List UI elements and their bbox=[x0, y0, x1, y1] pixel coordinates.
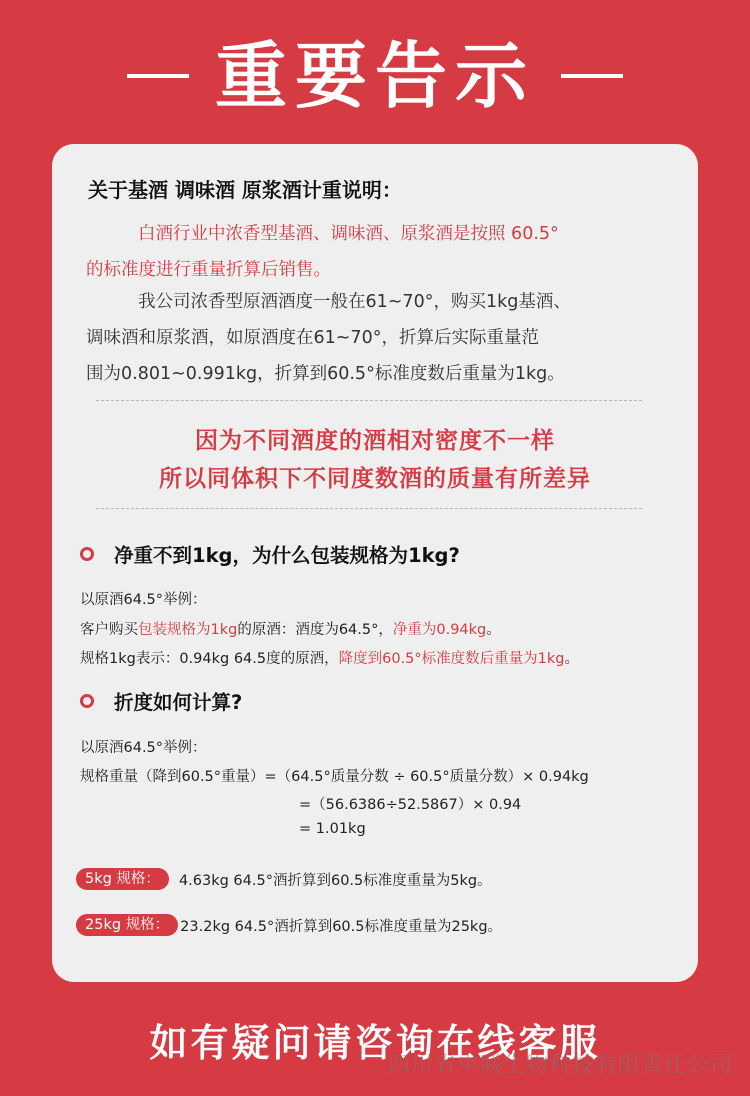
q1-l2-e: 。 bbox=[486, 622, 501, 638]
q1-example: 以原酒64.5°举例： bbox=[80, 592, 207, 608]
q2-example: 以原酒64.5°举例： bbox=[80, 740, 207, 756]
spec-5kg bbox=[76, 868, 492, 890]
formula-line-2: =（56.6386÷52.5867）× 0.94 bbox=[299, 797, 522, 813]
company-watermark: 四川省申联生物科技有限责任公司 bbox=[388, 1053, 734, 1078]
footer-contact: 如有疑问请咨询在线客服 bbox=[149, 1021, 601, 1065]
q1-l2-a: 客户购买 bbox=[80, 622, 138, 638]
title-dash-left bbox=[127, 74, 189, 78]
intro-red-line-2: 的标准度进行重量折算后销售。 bbox=[86, 260, 331, 280]
title-banner bbox=[0, 26, 750, 126]
divider-top bbox=[96, 400, 642, 401]
formula-line-1: 规格重量（降到60.5°重量）=（64.5°质量分数 ÷ 60.5°质量分数）× 0.94kg bbox=[80, 769, 589, 785]
callout-line-2: 所以同体积下不同度数酒的质量有所差异 bbox=[159, 466, 591, 492]
title-dash-right bbox=[561, 74, 623, 78]
body-line-1: 我公司浓香型原酒酒度一般在61~70°，购买1kg基酒、 bbox=[138, 292, 571, 312]
body-line-3: 围为0.801~0.991kg，折算到60.5°标准度数后重量为1kg。 bbox=[86, 364, 565, 384]
spec-5kg-text: 4.63kg 64.5°酒折算到60.5标准度重量为5kg。 bbox=[178, 872, 492, 889]
intro-red-line-1: 白酒行业中浓香型基酒、调味酒、原浆酒是按照 60.5° bbox=[138, 224, 559, 244]
question-1-title: 净重不到1kg，为什么包装规格为1kg? bbox=[114, 544, 460, 567]
question-2 bbox=[80, 687, 242, 715]
body-line-2: 调味酒和原浆酒，如原酒度在61~70°，折算后实际重量范 bbox=[86, 328, 539, 348]
spec-25kg-tag: 25kg 规格： bbox=[76, 914, 178, 936]
circle-bullet-icon bbox=[80, 547, 94, 561]
notice-card bbox=[52, 144, 698, 982]
circle-bullet-icon bbox=[80, 694, 94, 708]
q1-l3-b: 降度到60.5°标准度数后重量为1kg bbox=[338, 651, 565, 667]
page-title: 重要告示 bbox=[214, 34, 535, 118]
q1-line-3 bbox=[80, 647, 579, 668]
formula-line-3: = 1.01kg bbox=[299, 821, 366, 837]
spec-25kg-text: 23.2kg 64.5°酒折算到60.5标准度重量为25kg。 bbox=[180, 918, 503, 935]
body-text bbox=[86, 284, 571, 392]
q1-l2-c: 的原酒：酒度为64.5°， bbox=[237, 622, 393, 638]
spec-25kg bbox=[76, 914, 502, 936]
divider-bottom bbox=[96, 508, 642, 509]
spec-5kg-tag: 5kg 规格： bbox=[76, 868, 169, 890]
q1-l2-d: 净重为0.94kg bbox=[392, 622, 487, 638]
q1-l3-c: 。 bbox=[564, 651, 579, 667]
intro-red-text bbox=[86, 216, 559, 288]
question-2-title: 折度如何计算? bbox=[114, 691, 243, 714]
q1-line-2 bbox=[80, 618, 501, 639]
q1-l2-b: 包装规格为1kg bbox=[138, 622, 238, 638]
q1-l3-a: 规格1kg表示：0.94kg 64.5度的原酒， bbox=[80, 651, 339, 667]
callout-line-1: 因为不同酒度的酒相对密度不一样 bbox=[195, 428, 555, 454]
question-1 bbox=[80, 540, 460, 568]
card-heading: 关于基酒 调味酒 原浆酒计重说明： bbox=[88, 178, 402, 202]
